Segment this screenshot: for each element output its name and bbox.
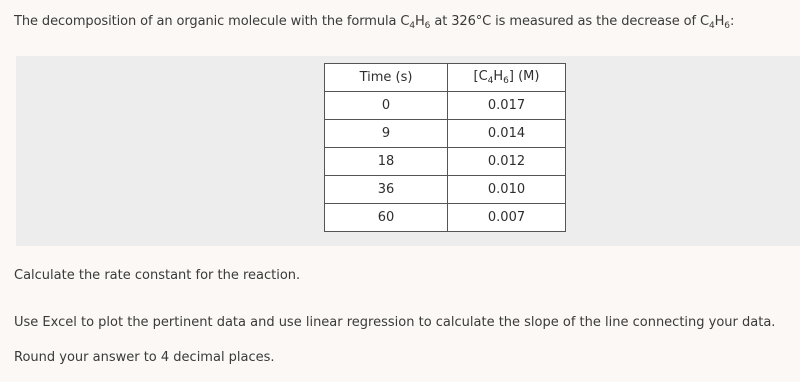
time-cell: 18: [325, 148, 448, 176]
concentration-cell: 0.012: [448, 148, 566, 176]
intro-text-end: :: [729, 14, 735, 29]
time-cell: 0: [325, 92, 448, 120]
intro-text: H: [714, 14, 725, 29]
concentration-cell: 0.014: [448, 120, 566, 148]
column-header-concentration: $[C_4H_6]$ (M): [448, 64, 566, 92]
table-row: [325, 120, 566, 148]
data-table: [324, 63, 566, 232]
time-cell: 9: [325, 120, 448, 148]
table-row: [325, 148, 566, 176]
intro-subscript: 4: [409, 21, 415, 31]
concentration-cell: 0.007: [448, 204, 566, 232]
time-cell: 60: [325, 204, 448, 232]
intro-text: H: [414, 14, 425, 29]
concentration-cell: 0.017: [448, 92, 566, 120]
concentration-cell: 0.010: [448, 176, 566, 204]
column-header-time: Time (s): [325, 64, 448, 92]
table-header-row: [325, 64, 566, 92]
intro-subscript: 6: [724, 21, 730, 31]
intro-subscript: 6: [424, 21, 431, 31]
intro-subscript: 4: [708, 21, 715, 31]
intro-text-middle: at 326°C is measured as the decrease of C: [430, 14, 709, 29]
table-row: [325, 204, 566, 232]
rounding-instruction: Round your answer to 4 decimal places.: [14, 350, 275, 365]
question-text: Calculate the rate constant for the reaction.: [14, 268, 301, 283]
instruction-text: Use Excel to plot the pertinent data and use linear regression to calculate the slope of the line connecting your data.: [14, 315, 776, 330]
table-row: [325, 92, 566, 120]
time-cell: 36: [325, 176, 448, 204]
problem-statement: [14, 14, 734, 31]
table-row: [325, 176, 566, 204]
intro-text-start: The decomposition of an organic molecule with the formula C: [14, 14, 410, 29]
